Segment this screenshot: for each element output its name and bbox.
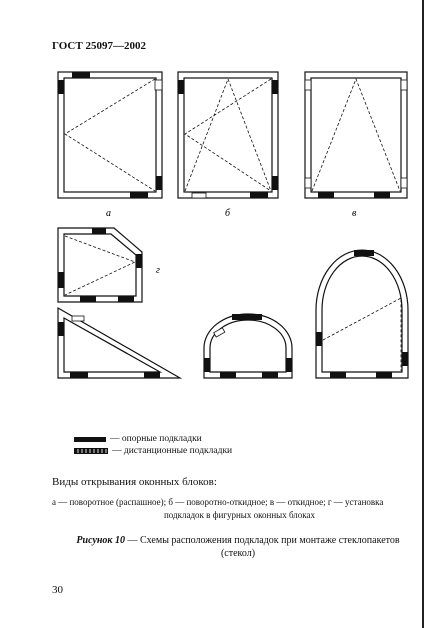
figure-arch [316, 250, 408, 378]
opening-types-title: Виды открывания оконных блоков: [52, 476, 217, 488]
legend-support-text: — опорные подкладки [110, 434, 202, 444]
legend-distance-text: — дистанционные подкладки [112, 446, 233, 456]
figure-label-a: а [106, 208, 111, 219]
figure-a-window [58, 72, 162, 198]
figure-label-v: в [352, 208, 357, 219]
figure-g-pentagon [58, 228, 142, 302]
document-header: ГОСТ 25097—2002 [52, 40, 146, 52]
legend-support [74, 434, 202, 444]
opening-types-text [52, 496, 427, 522]
page-number: 30 [52, 584, 63, 596]
distance-pad-swatch [74, 448, 108, 454]
figure-b-window [178, 72, 278, 198]
support-pad-swatch [74, 437, 106, 442]
caption-label: Рисунок 10 [76, 535, 126, 546]
caption-line2: (стекол) [220, 548, 256, 559]
opening-types-line2: подкладок в фигурных оконных блоках [163, 510, 316, 520]
figure-v-window [305, 72, 407, 198]
figure-half-round [204, 314, 292, 378]
figure-label-g: г [156, 265, 160, 276]
caption-text: — Схемы расположения подкладок при монтаже стеклопакетов [125, 535, 400, 546]
opening-types-line1: а — поворотное (распашное); б — поворотно-откидное; в — откидное; г — установка [52, 497, 384, 507]
figure-caption [52, 534, 424, 560]
figure-label-b: б [225, 208, 231, 219]
legend-distance [74, 446, 232, 456]
